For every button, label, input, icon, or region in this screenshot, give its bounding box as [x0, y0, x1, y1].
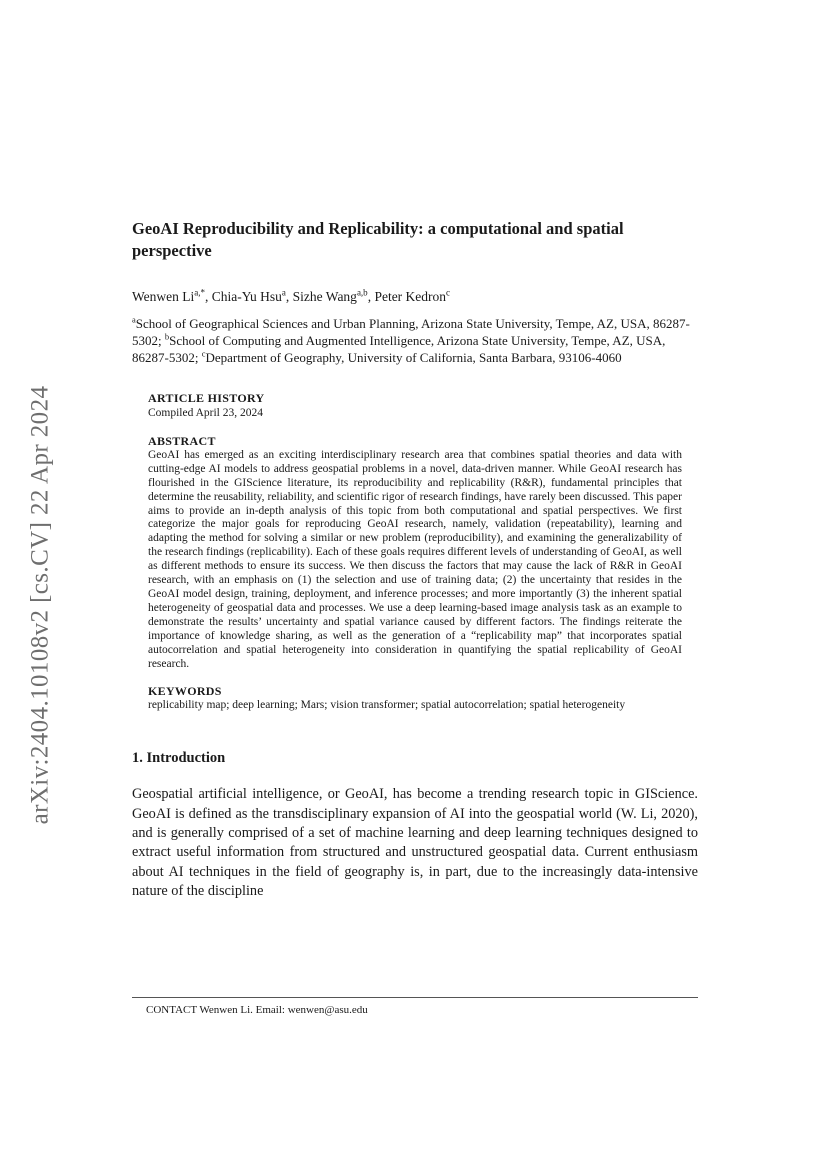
arxiv-identifier [20, 360, 60, 850]
article-history [148, 391, 682, 421]
affiliation-mark: c [201, 348, 206, 359]
contact-footnote: CONTACT Wenwen Li. Email: wenwen@asu.edu [146, 1004, 368, 1016]
introduction-heading: 1. Introduction [132, 750, 226, 767]
paper-front-page [132, 218, 698, 915]
article-history-heading: ARTICLE HISTORY [148, 391, 265, 405]
affiliation-mark: b [164, 331, 170, 342]
author-affiliation-mark: a [281, 287, 286, 298]
affiliation-text: School of Geographical Sciences and Urban Planning, Arizona State University, Tempe, AZ, USA, 86287-5302; [132, 316, 690, 348]
author-affiliation-mark: a,b [356, 287, 368, 298]
footnote-divider [132, 997, 698, 998]
keywords-heading: KEYWORDS [148, 684, 222, 699]
author-name: Wenwen Li [132, 289, 195, 304]
front-matter [148, 391, 682, 713]
paper-title: GeoAI Reproducibility and Replicability: a computational and spatial perspective [132, 219, 624, 260]
abstract-heading: ABSTRACT [148, 433, 216, 448]
author-list: Wenwen $Li^{a,*}$, Chia-Yu Hsu$^a$, Sizhe Wang$^{a,b}$, Peter Kedron$^c$ [132, 287, 451, 304]
author-name: Sizhe Wang [292, 289, 357, 304]
affiliation-mark: a [132, 314, 136, 325]
affiliation-list [132, 315, 698, 366]
compiled-date: Compiled April 23, 2024 [148, 407, 263, 419]
arxiv-identifier-text: arXiv:2404.10108v2 [cs.CV] 22 Apr 2024 [26, 385, 53, 825]
affiliation-text: School of Computing and Augmented Intelligence, Arizona State University, Tempe, AZ, USA, 86287-5302; [132, 333, 666, 365]
keywords-text: replicability map; deep learning; Mars; vision transformer; spatial autocorrelation; spatial heterogeneity [148, 699, 626, 712]
affiliation-text: Department of Geography, University of California, Santa Barbara, 93106-4060 [205, 350, 622, 365]
abstract-section [148, 434, 682, 672]
author-affiliation-mark: c [446, 287, 451, 298]
author-name: Chia-Yu Hsu [211, 289, 282, 304]
introduction-paragraph: Geospatial artificial intelligence, or GeoAI, has become a trending research topic in GIScience. GeoAI is defined as the transdisciplinary expansion of AI into the geospatial world (W. Li, 2020), and is generally comprised of a set of machine learning and deep learning techniques designed to extract useful information from structured and unstructured geospatial data. Current enthusiasm about AI techniques in the field of geography is, in part, due to the increasingly data-intensive nature of the discipline [132, 786, 698, 899]
abstract-text: GeoAI has emerged as an exciting interdisciplinary research area that combines spatial theories and data with cutting-edge AI models to address geospatial problems in a novel, data-driven manner. While GeoAI research has flourished in the GIScience literature, its reproducibility and replicability (R&R), fundamental principles that determine the reusability, reliability, and scientific rigor of research findings, have rarely been discussed. This paper aims to provide an in-depth analysis of this topic from both computational and spatial perspectives. We first categorize the major goals for reproducing GeoAI research, namely, validation (repeatability), learning and adapting the method for solving a similar or new problem (reproducibility), and examining the generalizability of the research findings (replicability). Each of these goals requires different levels of understanding of GeoAI, as well as different methods to ensure its success. We then discuss the factors that may cause the lack of R&R in GeoAI research, with an emphasis on (1) the selection and use of training data; (2) the uncertainty that resides in the GeoAI model design, training, deployment, and inference processes; and more importantly (3) the inherent spatial heterogeneity of geospatial data and processes. We use a deep learning-based image analysis task as an example to demonstrate the results’ uncertainty and spatial variance caused by different factors. The findings reiterate the importance of knowledge sharing, as well as the generation of a “replicability map” that incorporates spatial autocorrelation and spatial heterogeneity into consideration in quantifying the spatial replicability of GeoAI research. [148, 448, 682, 670]
keywords-section [148, 684, 682, 713]
author-affiliation-mark: a,* [194, 287, 206, 298]
author-name: Peter Kedron [374, 289, 447, 304]
